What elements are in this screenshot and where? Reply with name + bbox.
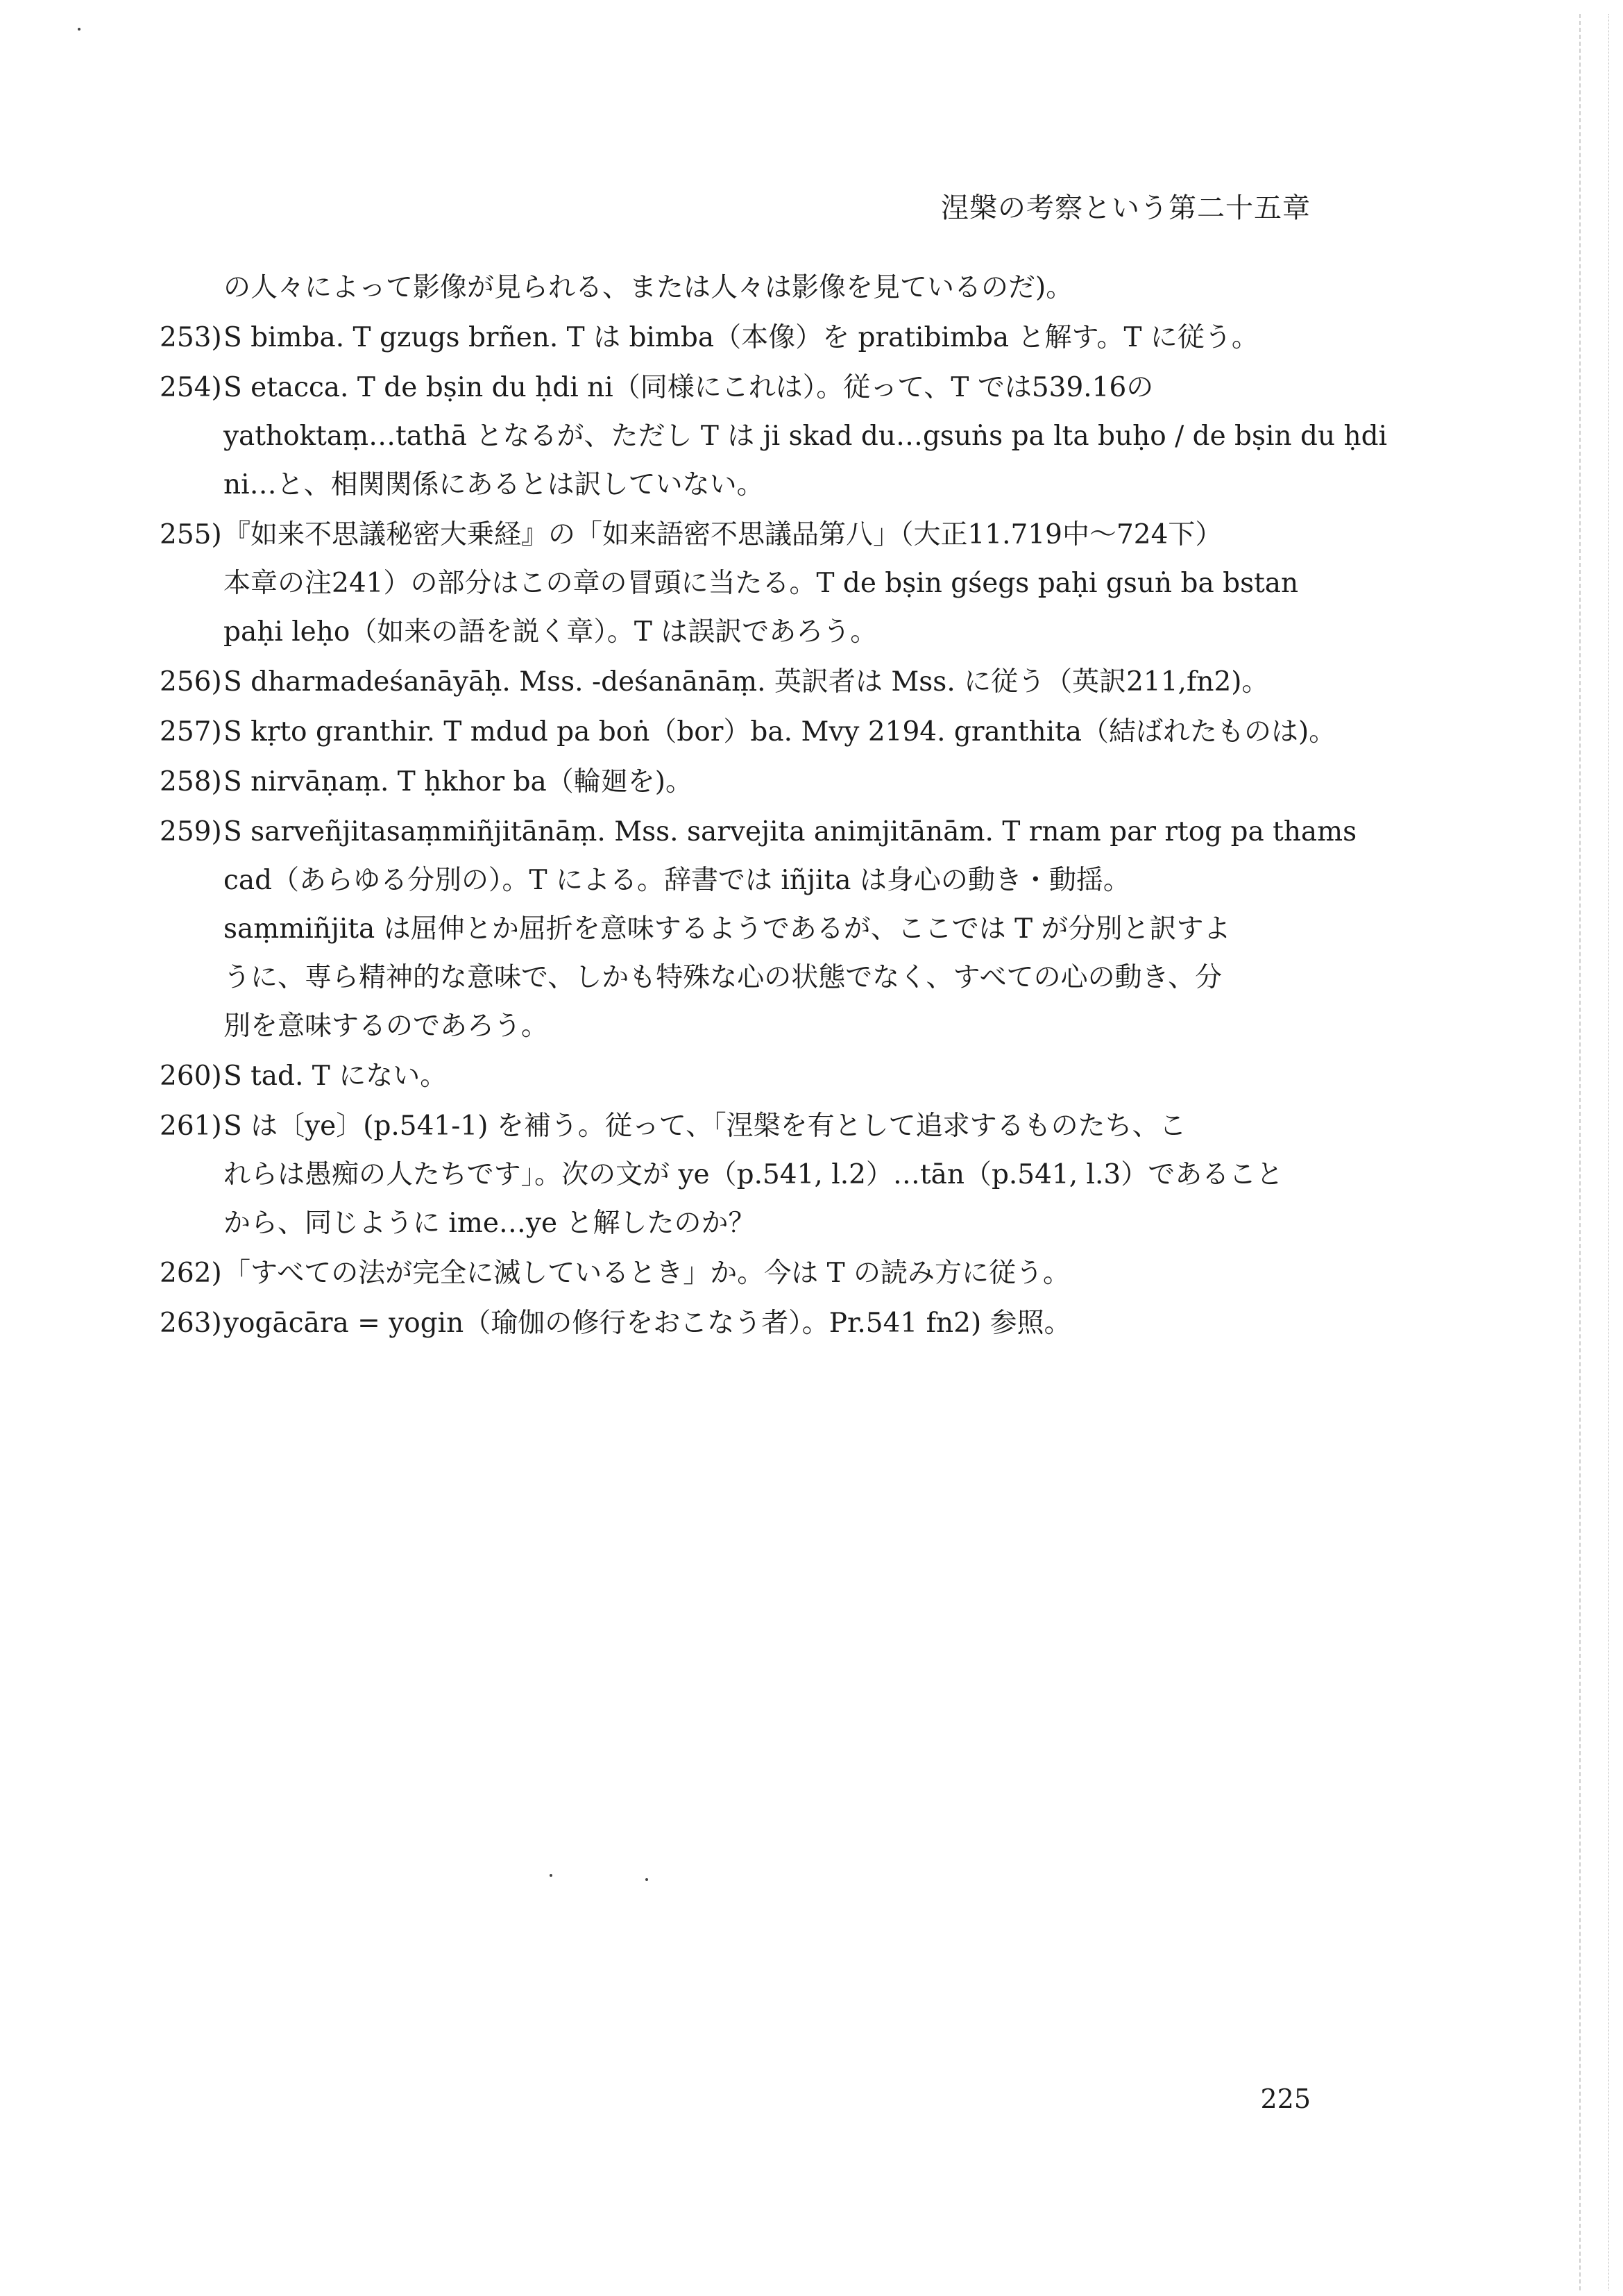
endnote-line: S etacca. T de bṣin du ḥdi ni（同様にこれは）。従って、T では539.16の	[223, 372, 1154, 403]
endnote-number: 253)	[160, 322, 222, 353]
endnote-line: cad（あらゆる分別の）。T による。辞書では iñjita は身心の動き・動揺。	[223, 865, 1130, 896]
endnote-line: S kṛto granthir. T mdud pa boṅ（bor）ba. Mvy 2194. granthita（結ばれたものは)。	[223, 716, 1336, 748]
endnote-258	[160, 758, 1353, 807]
scan-edge-marks	[1579, 14, 1609, 2290]
endnote-259	[160, 808, 1357, 1051]
endnote-253	[160, 314, 1353, 362]
endnote-256	[160, 658, 1353, 707]
endnote-line: 別を意味するのであろう。	[223, 1011, 549, 1042]
endnote-261	[160, 1102, 1353, 1248]
page-number: 225	[1260, 2084, 1311, 2114]
endnote-254	[160, 364, 1388, 509]
scan-speck	[550, 1874, 552, 1877]
scan-speck	[645, 1878, 648, 1881]
endnote-line: 「すべての法が完全に滅しているとき」か。今は T の読み方に従う。	[223, 1258, 1071, 1289]
endnote-text	[223, 511, 1353, 657]
endnotes-section	[160, 264, 1388, 1348]
endnote-line: S は〔ye〕(p.541-1) を補う。従って、「涅槃を有として追求するものたち、こ	[223, 1111, 1187, 1142]
endnote-number: 262)	[160, 1258, 222, 1289]
endnote-260	[160, 1052, 1353, 1101]
endnote-line: うに、専ら精神的な意味で、しかも特殊な心の状態でなく、すべての心の動き、分	[223, 962, 1223, 993]
endnote-line: S bimba. T gzugs brñen. T は bimba（本像）を pratibimba と解す。T に従う。	[223, 322, 1259, 353]
endnote-line: yogācāra = yogin（瑜伽の修行をおこなう者）。Pr.541 fn2) 参照。	[223, 1308, 1071, 1339]
endnote-number: 255)	[160, 519, 222, 550]
endnote-number: 260)	[160, 1061, 222, 1092]
endnote-number: 259)	[160, 816, 222, 847]
endnote-text	[223, 314, 1353, 362]
endnote-text	[223, 708, 1353, 757]
continuation-text: の人々によって影像が見られる、または人々は影像を見ているのだ)。	[223, 272, 1073, 303]
endnote-text	[223, 758, 1353, 807]
endnote-text	[223, 364, 1387, 509]
running-header: 涅槃の考察という第二十五章	[941, 192, 1311, 224]
endnote-line: saṃmiñjita は屈伸とか屈折を意味するようであるが、ここでは T が分別と訳すよ	[223, 913, 1231, 945]
endnote-number: 256)	[160, 666, 222, 698]
endnote-line: S nirvāṇaṃ. T ḥkhor ba（輪廻を)。	[223, 766, 693, 797]
endnote-line: から、同じように ime…ye と解したのか？	[223, 1208, 756, 1239]
endnote-line: S tad. T にない。	[223, 1061, 448, 1092]
endnote-255	[160, 511, 1353, 657]
endnote-257	[160, 708, 1353, 757]
endnote-line: paḥi leḥo（如来の語を説く章）。T は誤訳であろう。	[223, 616, 878, 648]
endnote-number: 261)	[160, 1111, 222, 1142]
endnote-text	[223, 658, 1353, 707]
endnote-line: S sarveñjitasaṃmiñjitānāṃ. Mss. sarvejita animjitānām. T rnam par rtog pa thams	[223, 816, 1357, 847]
endnote-number: 258)	[160, 766, 222, 797]
endnote-number: 263)	[160, 1308, 222, 1339]
endnote-263	[160, 1299, 1353, 1348]
endnote-line: れらは愚痴の人たちです」。次の文が ye（p.541, l.2）…tān（p.541, l.3）であること	[223, 1159, 1284, 1190]
endnote-number: 257)	[160, 716, 222, 748]
scan-speck	[78, 28, 80, 31]
endnote-text	[223, 1102, 1353, 1248]
endnote-line: 本章の注241）の部分はこの章の冒頭に当たる。T de bṣin gśegs paḥi gsuṅ ba bstan	[223, 568, 1299, 599]
endnote-line: ni…と、相関関係にあるとは訳していない。	[223, 469, 764, 500]
endnote-text	[223, 1249, 1353, 1298]
endnote-text	[223, 808, 1357, 1051]
endnote-text	[223, 1052, 1353, 1101]
endnote-line: S dharmadeśanāyāḥ. Mss. -deśanānāṃ. 英訳者は Mss. に従う（英訳211,fn2)。	[223, 666, 1269, 698]
endnote-text	[223, 1299, 1353, 1348]
endnote-262	[160, 1249, 1353, 1298]
endnote-number: 254)	[160, 372, 222, 403]
endnote-line: 『如来不思議秘密大乗経』の「如来語密不思議品第八」（大正11.719中～724下）	[223, 519, 1223, 550]
endnote-line: yathoktaṃ…tathā となるが、ただし T は ji skad du…gsuṅs pa lta buḥo / de bṣin du ḥdi	[223, 421, 1388, 452]
